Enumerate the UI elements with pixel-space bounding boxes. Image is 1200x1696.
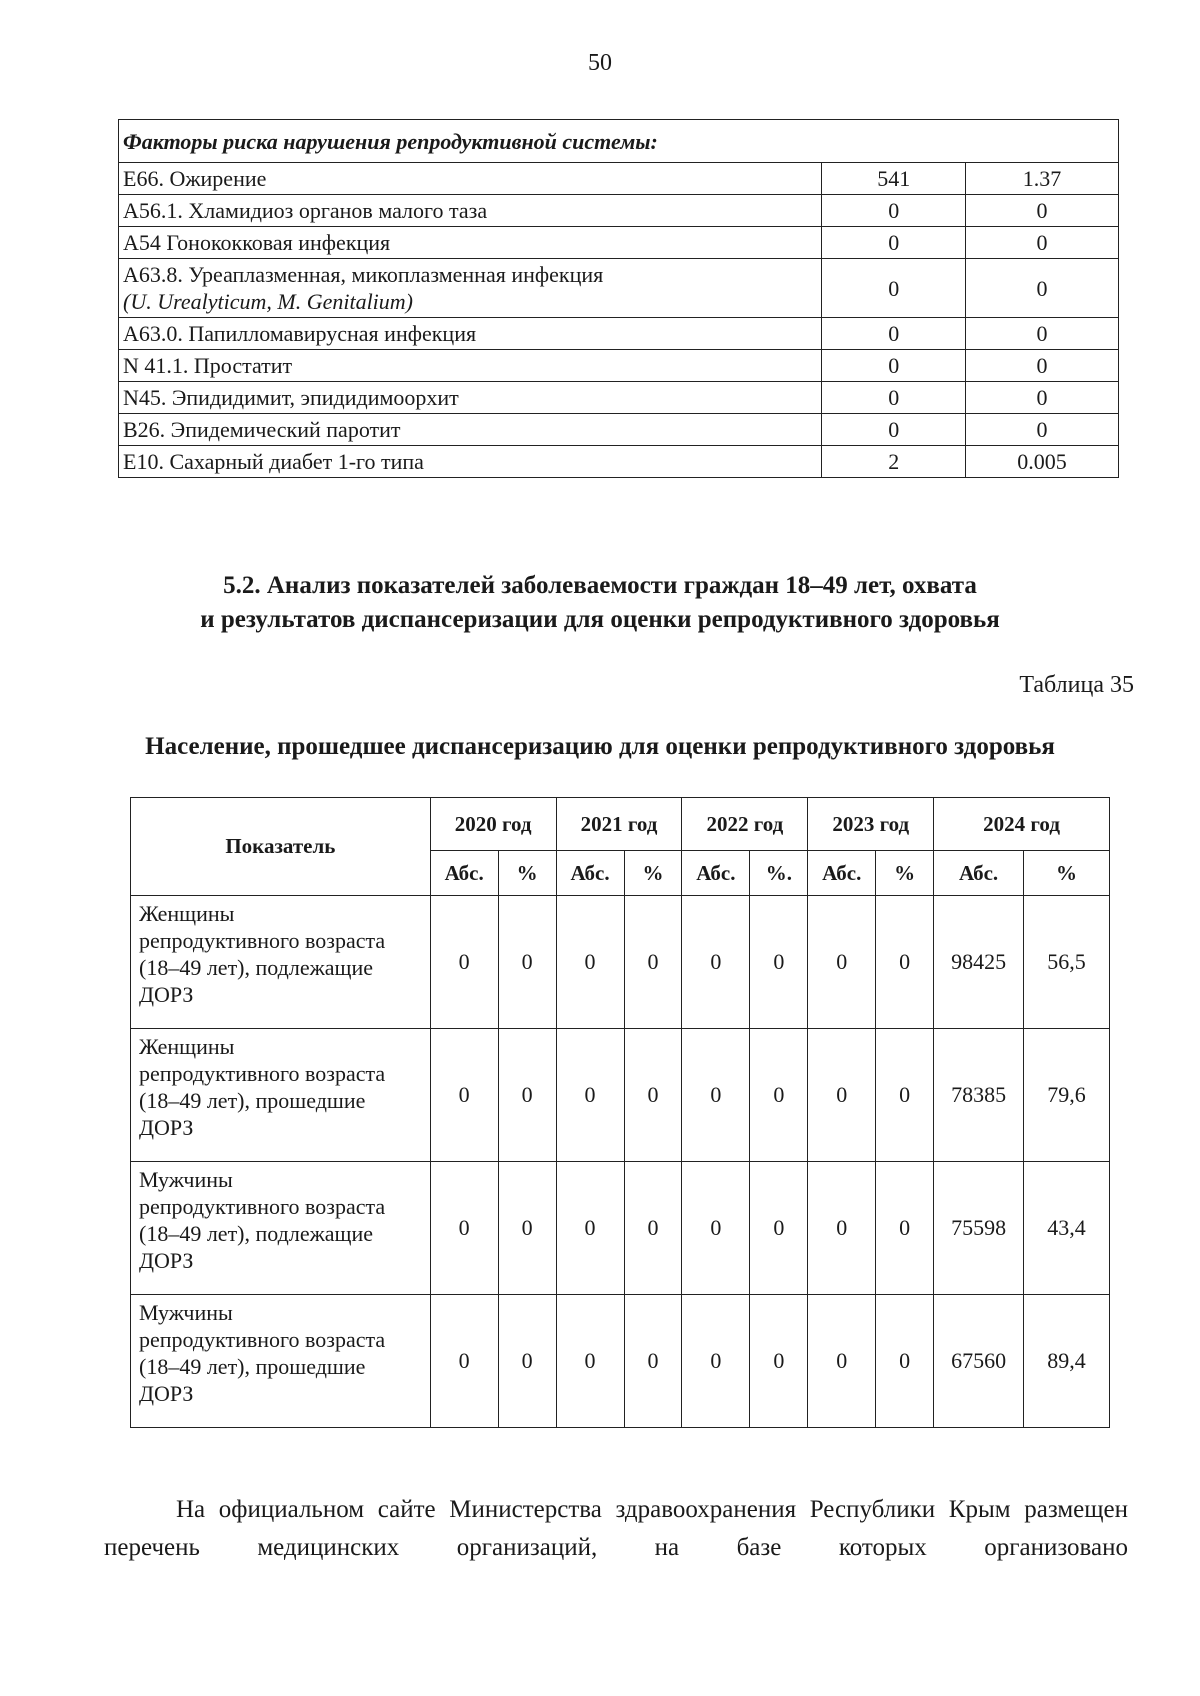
cell-value: 75598 (934, 1162, 1024, 1295)
row-label (131, 1029, 431, 1162)
cell-value: 67560 (934, 1295, 1024, 1428)
row-pct: 0 (966, 318, 1119, 350)
cell-value: 0 (624, 1295, 682, 1428)
table-row (131, 1295, 1110, 1428)
row-pct: 0 (966, 195, 1119, 227)
row-abs: 0 (822, 382, 966, 414)
row-label-line: (18–49 лет), прошедшие (139, 1354, 366, 1379)
row-pct: 0 (966, 227, 1119, 259)
cell-value: 0 (624, 896, 682, 1029)
risk-factors-header: Факторы риска нарушения репродуктивной системы: (119, 120, 1119, 163)
cell-value: 0 (750, 1029, 808, 1162)
row-label-line: репродуктивного возраста (139, 928, 386, 953)
row-label-line: Мужчины (139, 1300, 233, 1325)
row-label (131, 1295, 431, 1428)
table-title: Население, прошедшее диспансеризацию для оценки репродуктивного здоровья (145, 733, 1055, 760)
column-header-indicator: Показатель (131, 798, 431, 896)
row-abs: 0 (822, 414, 966, 446)
column-subheader: % (498, 851, 556, 896)
row-label-line: ДОРЗ (139, 982, 194, 1007)
column-subheader: % (1024, 851, 1110, 896)
cell-value: 0 (556, 1162, 624, 1295)
cell-value: 0 (556, 1029, 624, 1162)
row-label-line: ДОРЗ (139, 1381, 194, 1406)
row-label-line: ДОРЗ (139, 1115, 194, 1140)
table-row (131, 896, 1110, 1029)
cell-value: 79,6 (1024, 1029, 1110, 1162)
row-label-line: репродуктивного возраста (139, 1327, 386, 1352)
cell-value: 0 (876, 896, 934, 1029)
row-label-line: Женщины (139, 1034, 235, 1059)
table-row (119, 414, 1119, 446)
cell-value: 0 (682, 896, 750, 1029)
cell-value: 0 (624, 1029, 682, 1162)
row-pct: 0 (966, 259, 1119, 318)
row-label (131, 1162, 431, 1295)
screening-table (130, 797, 1110, 1428)
row-name: А63.0. Папилломавирусная инфекция (119, 318, 822, 350)
cell-value: 98425 (934, 896, 1024, 1029)
column-subheader: Абс. (808, 851, 876, 896)
table-row (119, 318, 1119, 350)
table-caption: Таблица 35 (1019, 672, 1134, 698)
row-name-line: (U. Urealyticum, M. Genitalium) (123, 289, 414, 314)
cell-value: 0 (498, 1162, 556, 1295)
row-abs: 0 (822, 259, 966, 318)
cell-value: 0 (430, 1162, 498, 1295)
cell-value: 0 (430, 896, 498, 1029)
cell-value: 0 (498, 896, 556, 1029)
row-label-line: (18–49 лет), подлежащие (139, 1221, 374, 1246)
column-subheader: Абс. (682, 851, 750, 896)
risk-factors-table (118, 119, 1119, 478)
row-pct: 0 (966, 350, 1119, 382)
cell-value: 0 (750, 1162, 808, 1295)
row-name: Е66. Ожирение (119, 163, 822, 195)
cell-value: 89,4 (1024, 1295, 1110, 1428)
cell-value: 0 (682, 1029, 750, 1162)
row-label (131, 896, 431, 1029)
table-row (119, 446, 1119, 478)
column-subheader: Абс. (934, 851, 1024, 896)
cell-value: 0 (750, 1295, 808, 1428)
cell-value: 43,4 (1024, 1162, 1110, 1295)
row-name: В26. Эпидемический паротит (119, 414, 822, 446)
table-row (119, 382, 1119, 414)
row-name: А56.1. Хламидиоз органов малого таза (119, 195, 822, 227)
row-label-line: репродуктивного возраста (139, 1061, 386, 1086)
column-header-year: 2020 год (430, 798, 556, 851)
table-row (119, 163, 1119, 195)
cell-value: 0 (556, 1295, 624, 1428)
row-abs: 0 (822, 195, 966, 227)
cell-value: 0 (682, 1295, 750, 1428)
cell-value: 0 (876, 1295, 934, 1428)
table-row (119, 350, 1119, 382)
row-pct: 1.37 (966, 163, 1119, 195)
column-subheader: % (624, 851, 682, 896)
row-label-line: (18–49 лет), подлежащие (139, 955, 374, 980)
row-name: Е10. Сахарный диабет 1-го типа (119, 446, 822, 478)
table-row (119, 227, 1119, 259)
row-label-line: Женщины (139, 901, 235, 926)
cell-value: 78385 (934, 1029, 1024, 1162)
column-header-year: 2021 год (556, 798, 682, 851)
cell-value: 0 (808, 1162, 876, 1295)
row-name: А54 Гонококковая инфекция (119, 227, 822, 259)
cell-value: 0 (808, 896, 876, 1029)
row-name: N45. Эпидидимит, эпидидимоорхит (119, 382, 822, 414)
table-row (119, 259, 1119, 318)
row-label-line: репродуктивного возраста (139, 1194, 386, 1219)
column-subheader: Абс. (430, 851, 498, 896)
cell-value: 0 (808, 1029, 876, 1162)
column-subheader: Абс. (556, 851, 624, 896)
cell-value: 0 (876, 1029, 934, 1162)
row-abs: 0 (822, 318, 966, 350)
row-abs: 541 (822, 163, 966, 195)
section-title-line: 5.2. Анализ показателей заболеваемости граждан 18–49 лет, охвата (223, 572, 977, 599)
cell-value: 0 (750, 896, 808, 1029)
cell-value: 0 (430, 1029, 498, 1162)
row-pct: 0 (966, 414, 1119, 446)
row-name: N 41.1. Простатит (119, 350, 822, 382)
cell-value: 0 (624, 1162, 682, 1295)
section-title (0, 569, 1200, 637)
column-subheader: %. (750, 851, 808, 896)
row-name (119, 259, 822, 318)
row-name-line: А63.8. Уреаплазменная, микоплазменная инфекция (123, 262, 604, 287)
section-title-line: и результатов диспансеризации для оценки репродуктивного здоровья (200, 606, 1000, 633)
row-label-line: ДОРЗ (139, 1248, 194, 1273)
row-pct: 0 (966, 382, 1119, 414)
cell-value: 0 (430, 1295, 498, 1428)
row-label-line: (18–49 лет), прошедшие (139, 1088, 366, 1113)
column-subheader: % (876, 851, 934, 896)
row-abs: 2 (822, 446, 966, 478)
table-row (131, 1162, 1110, 1295)
cell-value: 0 (556, 896, 624, 1029)
column-header-year: 2024 год (934, 798, 1110, 851)
row-pct: 0.005 (966, 446, 1119, 478)
row-abs: 0 (822, 227, 966, 259)
row-abs: 0 (822, 350, 966, 382)
table-row (131, 1029, 1110, 1162)
table-header-row (131, 798, 1110, 851)
page-number: 50 (588, 50, 612, 76)
body-paragraph: На официальном сайте Министерства здравоохранения Республики Крым размещен перечень медицинских организаций, на базе которых организовано (104, 1496, 1128, 1561)
cell-value: 0 (498, 1295, 556, 1428)
column-header-year: 2023 год (808, 798, 934, 851)
table-row (119, 195, 1119, 227)
column-header-year: 2022 год (682, 798, 808, 851)
table-header-row (119, 120, 1119, 163)
cell-value: 0 (682, 1162, 750, 1295)
cell-value: 56,5 (1024, 896, 1110, 1029)
cell-value: 0 (808, 1295, 876, 1428)
row-label-line: Мужчины (139, 1167, 233, 1192)
cell-value: 0 (876, 1162, 934, 1295)
cell-value: 0 (498, 1029, 556, 1162)
